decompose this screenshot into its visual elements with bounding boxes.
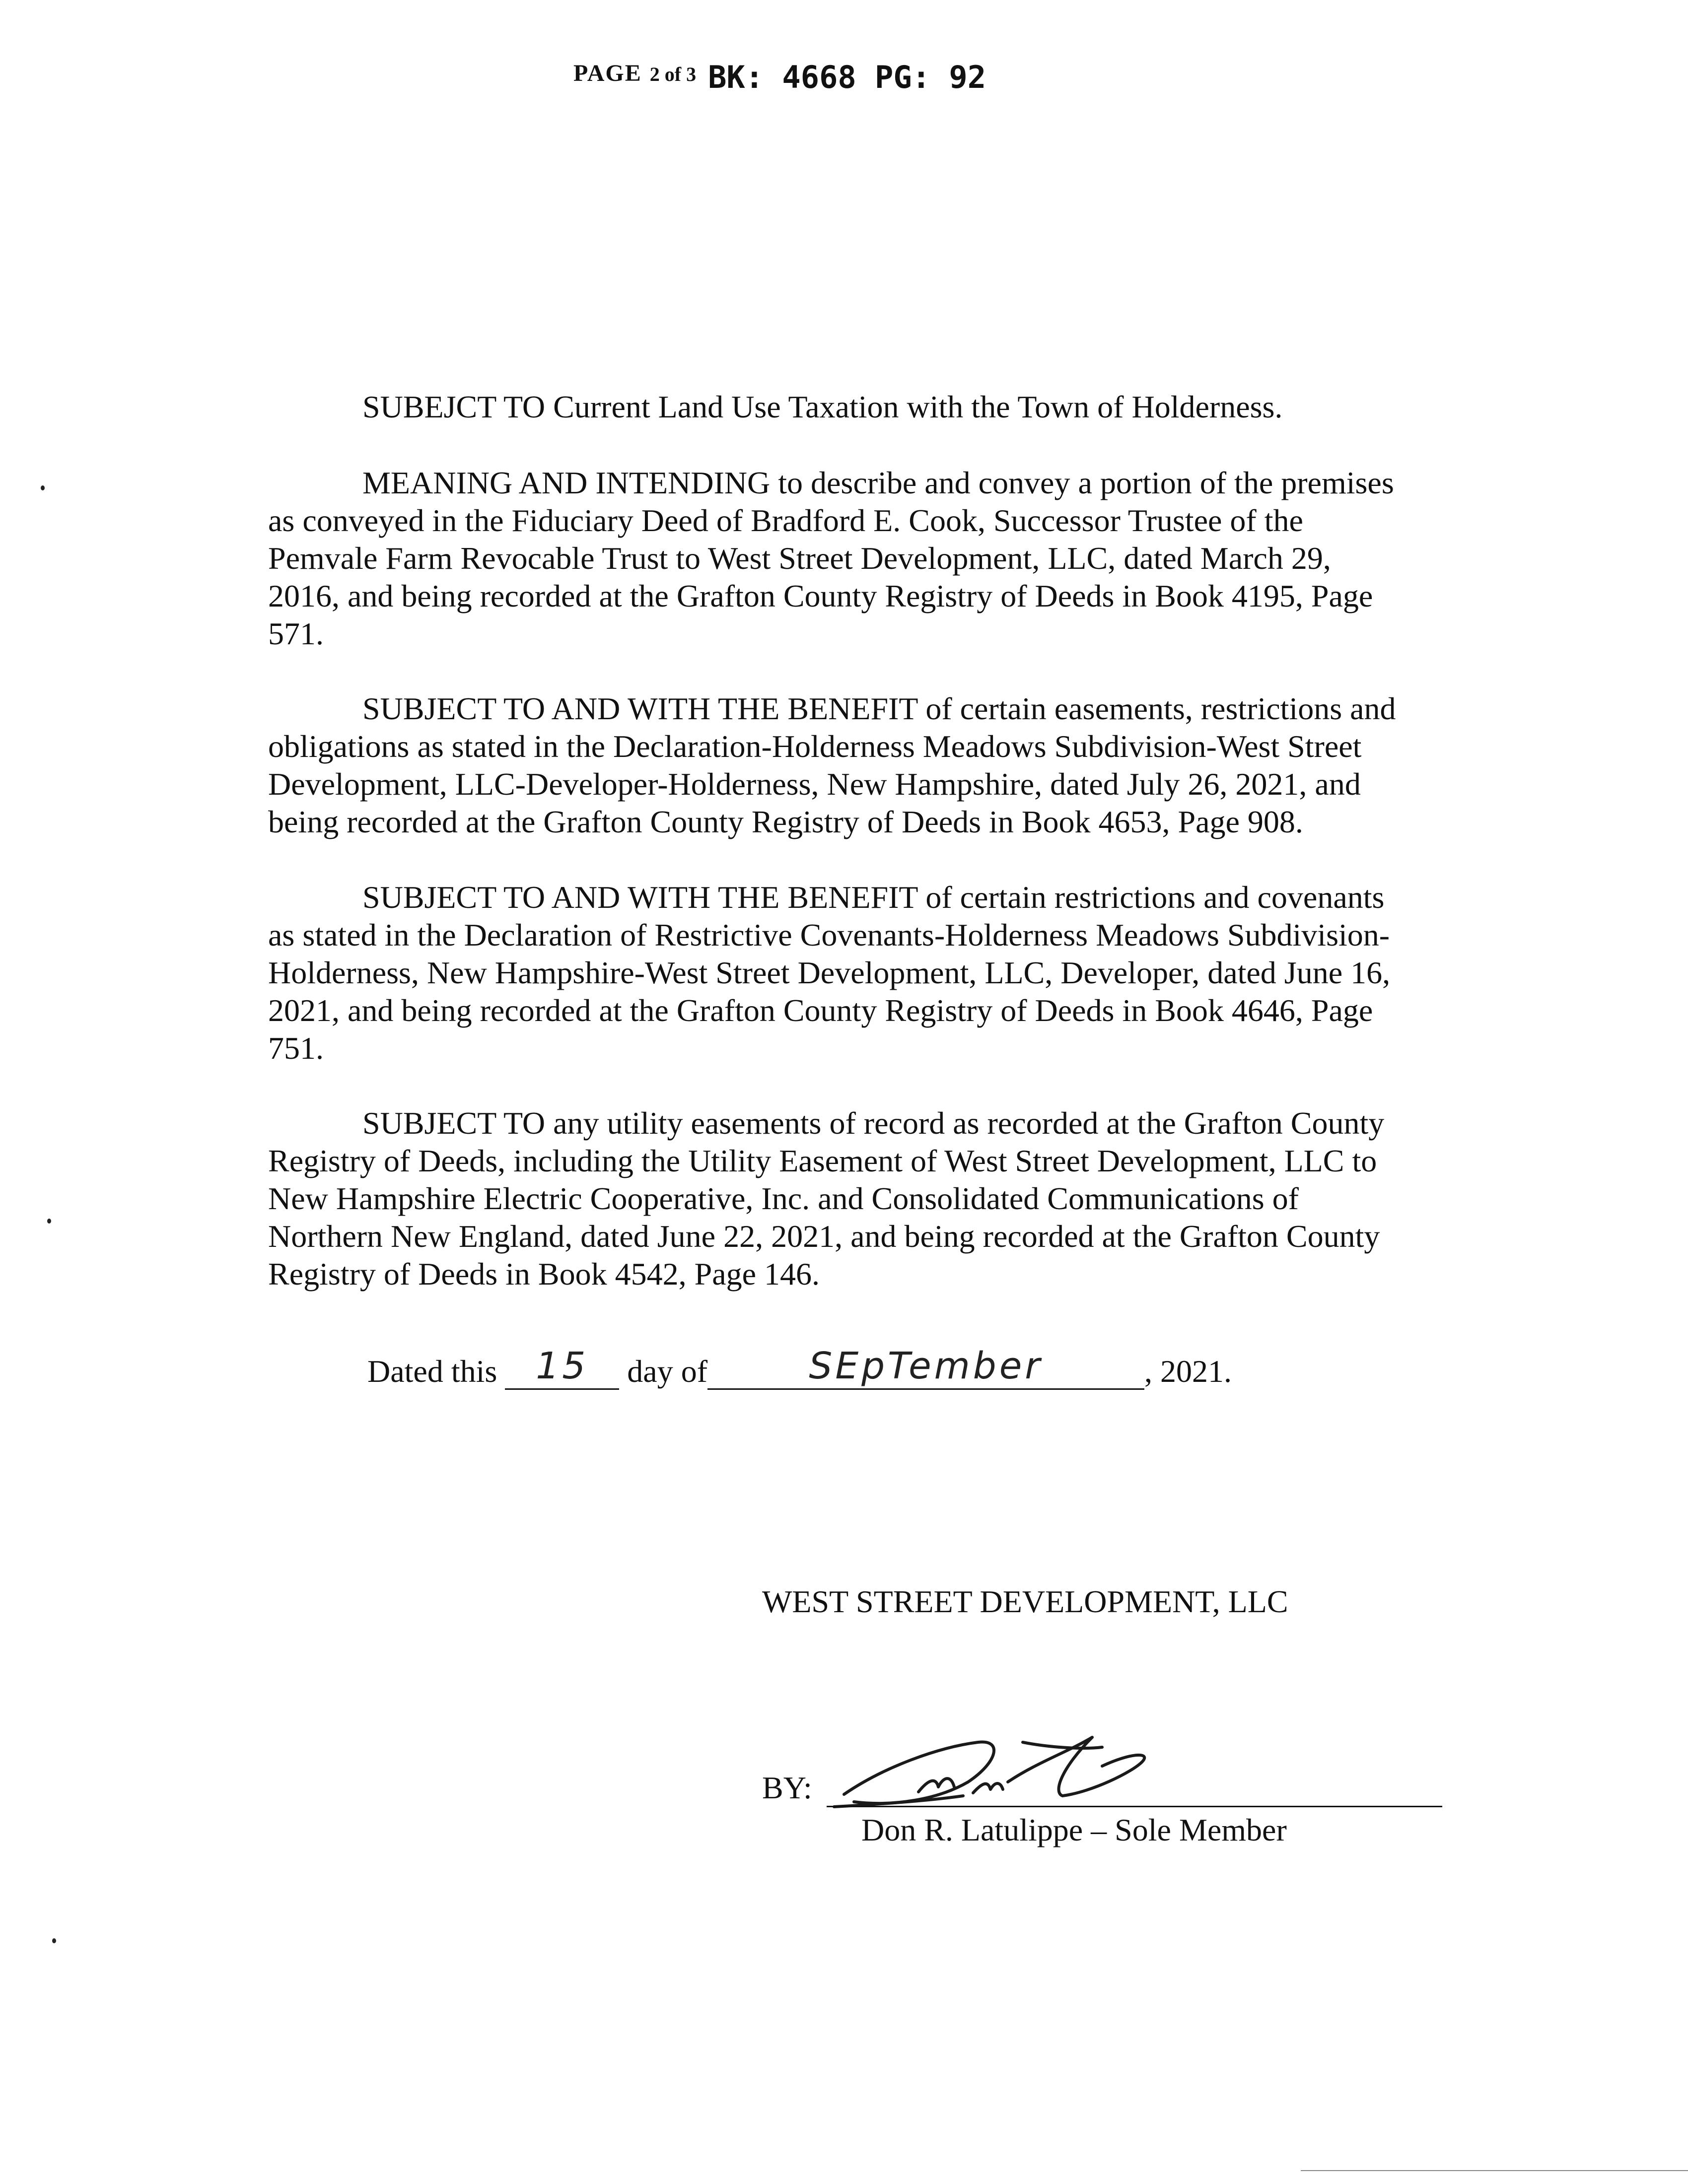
day-blank: [505, 1345, 619, 1390]
paragraph-line: New Hampshire Electric Cooperative, Inc. and Consolidated Communications of: [268, 1181, 1299, 1216]
paragraph-line: SUBJECT TO any utility easements of record as recorded at the Grafton County: [362, 1105, 1385, 1141]
paragraph-line: as conveyed in the Fiduciary Deed of Bradford E. Cook, Successor Trustee of the: [268, 503, 1303, 538]
page-number: 2 of 3: [649, 63, 697, 85]
paragraph-line: being recorded at the Grafton County Registry of Deeds in Book 4653, Page 908.: [268, 804, 1303, 839]
by-label: BY:: [762, 1770, 812, 1805]
paragraph-land-use: [268, 388, 1445, 426]
handwritten-month: SEpTember: [809, 1345, 1043, 1387]
footer-rule: [1301, 2170, 1688, 2171]
dated-suffix: , 2021.: [1144, 1354, 1232, 1389]
handwritten-day: 15: [536, 1345, 589, 1387]
paragraph-line: 2021, and being recorded at the Grafton County Registry of Deeds in Book 4646, Page: [268, 993, 1373, 1028]
signature-image: [824, 1707, 1201, 1817]
paragraph-easements: [268, 690, 1445, 841]
paragraph-line: Pemvale Farm Revocable Trust to West Street Development, LLC, dated March 29,: [268, 541, 1331, 576]
paragraph-line: Registry of Deeds, including the Utility Easement of West Street Development, LLC to: [268, 1143, 1377, 1178]
paragraph-line: 2016, and being recorded at the Grafton County Registry of Deeds in Book 4195, Page: [268, 578, 1373, 614]
paragraph-meaning-intending: [268, 464, 1445, 653]
paragraph-line: SUBJECT TO AND WITH THE BENEFIT of certain restrictions and covenants: [362, 880, 1385, 915]
paragraph-line: Holderness, New Hampshire-West Street Development, LLC, Developer, dated June 16,: [268, 955, 1391, 990]
paragraph-line: obligations as stated in the Declaration-Holderness Meadows Subdivision-West Street: [268, 729, 1362, 764]
paragraph-restrictive-covenants: [268, 879, 1445, 1067]
month-blank: [707, 1345, 1144, 1390]
paragraph-line: SUBEJCT TO Current Land Use Taxation with the Town of Holderness.: [362, 389, 1283, 424]
signature-line: [827, 1806, 1442, 1807]
page-header: [573, 52, 986, 95]
paragraph-line: SUBJECT TO AND WITH THE BENEFIT of certain easements, restrictions and: [362, 691, 1396, 726]
paragraph-utility-easements: [268, 1104, 1445, 1293]
dated-prefix: Dated this: [367, 1354, 497, 1389]
scan-speck: [47, 1219, 51, 1224]
paragraph-line: MEANING AND INTENDING to describe and convey a portion of the premises: [362, 465, 1394, 500]
scan-speck: [52, 1938, 56, 1943]
paragraph-line: 571.: [268, 616, 324, 651]
book-page-stamp: BK: 4668 PG: 92: [708, 59, 986, 95]
paragraph-line: as stated in the Declaration of Restrictive Covenants-Holderness Meadows Subdivision-: [268, 917, 1390, 953]
paragraph-line: 751.: [268, 1030, 324, 1066]
paragraph-line: Northern New England, dated June 22, 2021, and being recorded at the Grafton County: [268, 1219, 1380, 1254]
dated-line: [367, 1345, 1232, 1390]
company-name: WEST STREET DEVELOPMENT, LLC: [762, 1584, 1288, 1619]
scan-speck: [41, 485, 45, 490]
dated-middle: day of: [627, 1354, 707, 1389]
paragraph-line: Development, LLC-Developer-Holderness, New Hampshire, dated July 26, 2021, and: [268, 766, 1361, 802]
signer-name: Don R. Latulippe – Sole Member: [861, 1812, 1287, 1847]
page-label: PAGE: [573, 60, 642, 86]
paragraph-line: Registry of Deeds in Book 4542, Page 146.: [268, 1256, 820, 1292]
